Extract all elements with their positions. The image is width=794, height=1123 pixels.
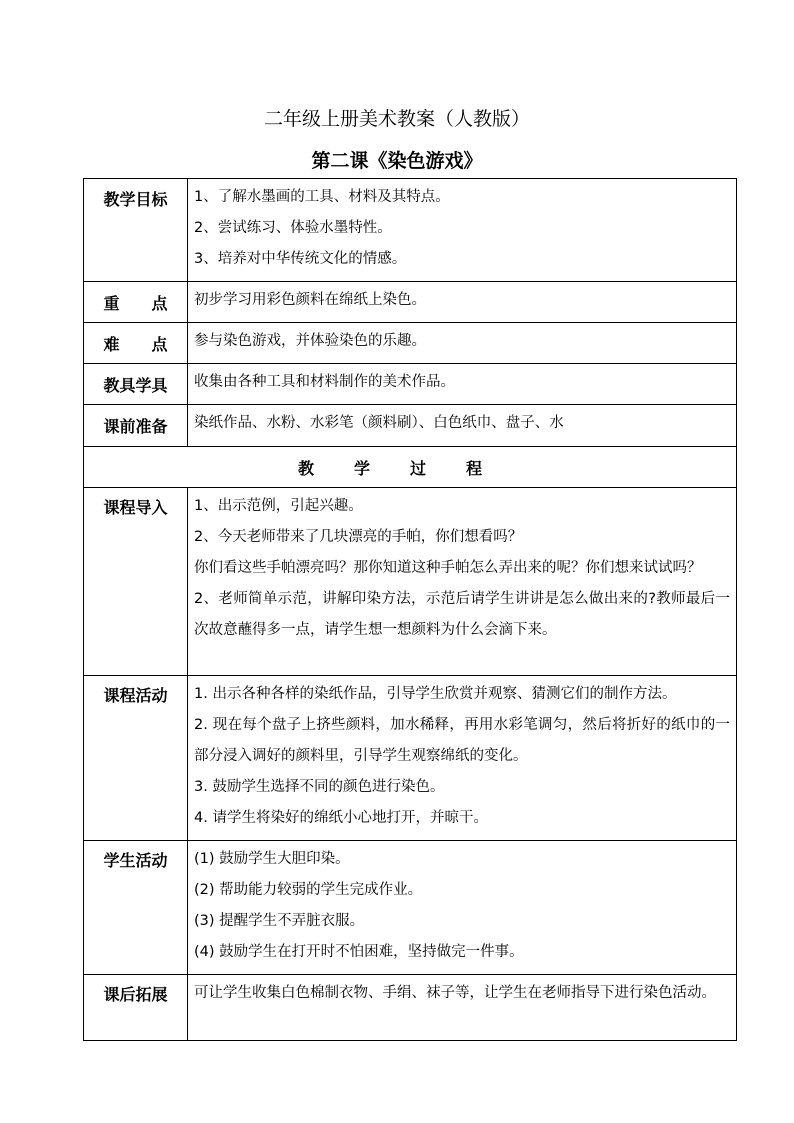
student-activity-line: (4) 鼓励学生在打开时不怕困难，坚持做完一件事。 [194,944,524,960]
row-label-difficulties: 难 点 [84,323,188,364]
row-student-activities [84,841,737,975]
process-header: 教学过程 [84,447,737,488]
row-content-difficulties [188,323,737,364]
extension-line: 可让学生收集白色棉制衣物、手绢、袜子等，让学生在老师指导下进行染色活动。 [194,985,716,1001]
row-content-extension [188,975,737,1041]
student-activity-line: (3) 提醒学生不弄脏衣服。 [194,913,365,929]
lesson-plan-table [83,178,737,1041]
row-label-activities: 课程活动 [84,676,188,841]
row-key-points [84,282,737,323]
row-teaching-aids [84,364,737,405]
student-activity-line: (1) 鼓励学生大胆印染。 [194,851,350,867]
row-label-preparation: 课前准备 [84,405,188,447]
row-label-extension: 课后拓展 [84,975,188,1041]
row-objectives [84,179,737,282]
key-point-line: 初步学习用彩色颜料在绵纸上染色。 [194,292,426,308]
row-content-preparation [188,405,737,447]
activity-line: 1. 出示各种各样的染纸作品，引导学生欣赏并观察、猜测它们的制作方法。 [194,686,677,702]
row-content-introduction [188,488,737,676]
row-content-activities [188,676,737,841]
objective-line: 1、了解水墨画的工具、材料及其特点。 [194,189,450,205]
row-extension [84,975,737,1041]
row-activities [84,676,737,841]
student-activity-line: (2) 帮助能力较弱的学生完成作业。 [194,882,423,898]
row-content-teaching-aids [188,364,737,405]
introduction-line: 2、今天老师带来了几块漂亮的手帕，你们想看吗？ [194,529,523,545]
introduction-line: 你们看这些手帕漂亮吗？那你知道这种手帕怎么弄出来的呢？你们想来试试吗？ [194,560,702,576]
row-label-teaching-aids: 教具学具 [84,364,188,405]
row-label-key-points: 重 点 [84,282,188,323]
row-process-header [84,447,737,488]
row-label-introduction: 课程导入 [84,488,188,676]
introduction-line: 2、老师简单示范，讲解印染方法，示范后请学生讲讲是怎么做出来的?教师最后一次故意蘸得多一点，请学生想一想颜料为什么会滴下来。 [194,591,730,638]
row-content-student-activities [188,841,737,975]
row-difficulties [84,323,737,364]
row-content-key-points [188,282,737,323]
preparation-line: 染纸作品、水粉、水彩笔（颜料刷）、白色纸巾、盘子、水 [194,415,564,431]
objective-line: 3、培养对中华传统文化的情感。 [194,251,407,267]
difficulty-line: 参与染色游戏，并体验染色的乐趣。 [194,333,426,349]
row-preparation [84,405,737,447]
lesson-title: 第二课《染色游戏》 [311,150,483,172]
teaching-aid-line: 收集由各种工具和材料制作的美术作品。 [194,374,455,390]
activity-line: 3. 鼓励学生选择不同的颜色进行染色。 [194,779,445,795]
objective-line: 2、尝试练习、体验水墨特性。 [194,220,392,236]
document-title: 二年级上册美术教案（人教版） [263,108,530,130]
row-content-objectives [188,179,737,282]
activity-line: 2. 现在每个盘子上挤些颜料，加水稀释，再用水彩笔调匀，然后将折好的纸巾的一部分浸入调好的颜料里，引导学生观察绵纸的变化。 [194,717,730,764]
activity-line: 4. 请学生将染好的绵纸小心地打开，并晾干。 [194,810,488,826]
row-label-student-activities: 学生活动 [84,841,188,975]
row-introduction [84,488,737,676]
introduction-line: 1、出示范例，引起兴趣。 [194,498,363,514]
row-label-objectives: 教学目标 [84,179,188,282]
